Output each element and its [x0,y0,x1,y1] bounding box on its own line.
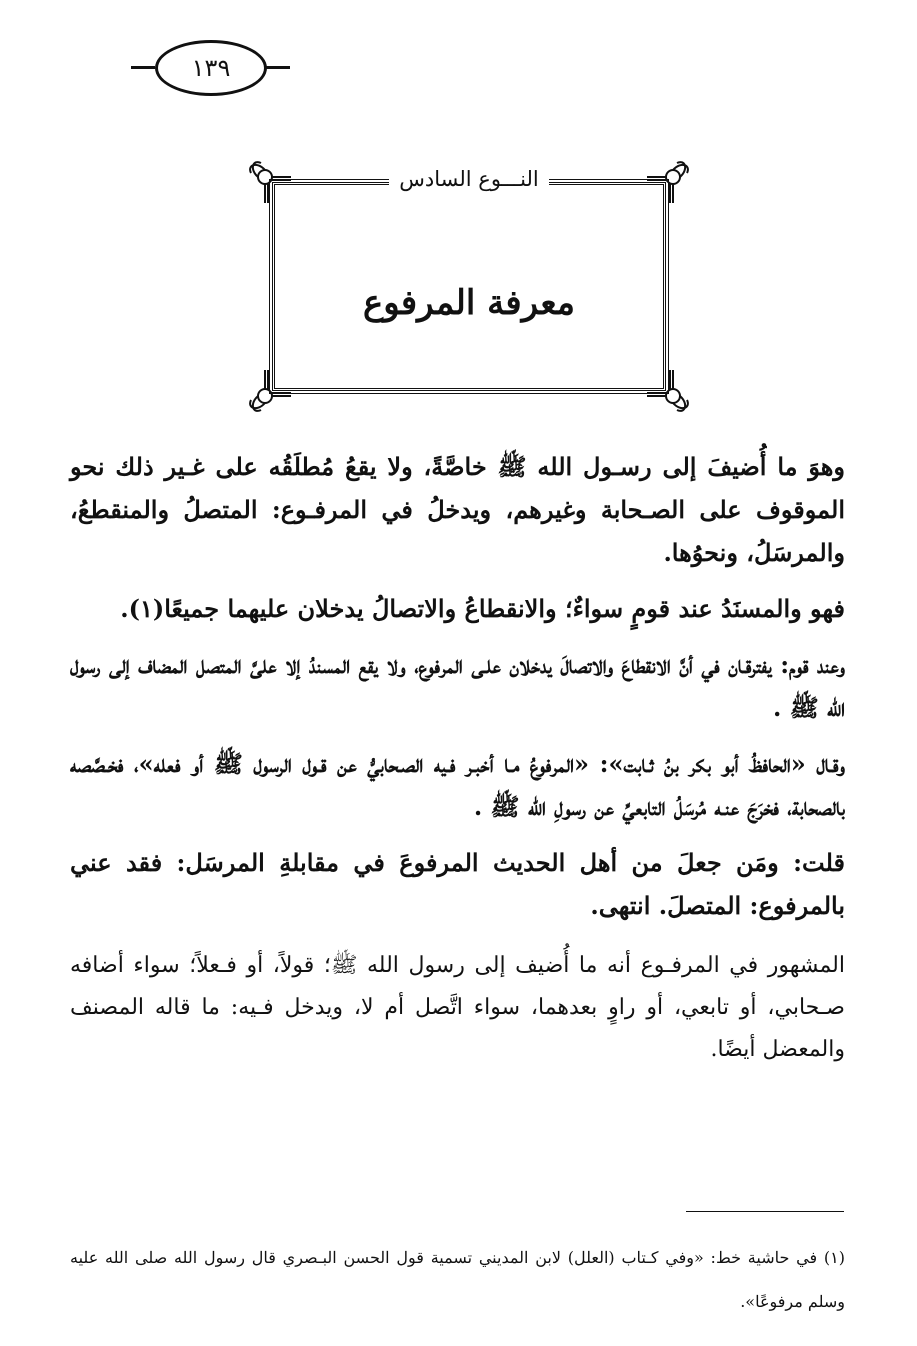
corner-ornament-icon [243,368,293,418]
page-number-badge [155,40,267,96]
corner-ornament-icon [645,368,695,418]
paragraph: وقـال «الحافظُ أبو بكر بنُ ثـابت»: «المرفوعُ مـا أخبـر فـيه الصـحابيُّ عن قـول الرسول ﷺ أو فعله»، فخـصَّصه بالصحابة، فخرَجَ عنـه مُرسَلُ التابعيِّ عن رسولِ الله ﷺ . [70,749,845,821]
main-text [70,445,845,1084]
page-number-rule-right [266,66,290,69]
section-label-text: النـــوع السادس [389,167,548,191]
paragraph: وعند قوم: يفترقـان في أنَّ الانقطاعَ والاتصالَ يدخلان علـى المرفوع، ولا يقع المسندُ إلا علىَّ المتصل المضاف إلى رسول الله ﷺ . [70,650,845,722]
chapter-title: معرفة المرفوع [362,283,576,323]
paragraph: فهو والمسنَدُ عند قومٍ سواءٌ؛ والانقطاعُ والاتصالُ يدخلان عليهما جميعًا(١). [120,594,845,623]
paragraph: قلت: ومَن جعلَ من أهل الحديث المرفوعَ في مقابلةِ المرسَل: فقد عني بالمرفوع: المتصلَ. انتهى. [70,848,845,920]
page-number: ١٣٩ [191,54,231,82]
chapter-heading-frame [243,155,695,418]
section-label [243,167,695,191]
page-number-rule-left [131,66,155,69]
commentary-paragraph: المشهور في المرفـوع أنه ما أُضيف إلى رسول الله ﷺ؛ قولاً، أو فـعلاً؛ سواء أضافه صـحابي، أو تابعي، أو راوٍ بعدهما، سواء اتَّصل أم لا، ويدخل فـيه: ما قاله المصنف والمعضل أيضًا. [70,953,845,1062]
paragraph: وهوَ ما أُضيفَ إلى رسـول الله ﷺ خاصَّةً، ولا يقعُ مُطلَقُه على غـير ذلك نحو الموقوف على الصـحابة وغيرهم، ويدخلُ في المرفـوع: المتصلُ والمنقطعُ، والمرسَلُ، ونحوُها. [70,452,845,567]
footnote-divider [686,1211,844,1212]
footnote: (١) في حاشية خط: «وفي كـتاب (العلل) لابن المديني تسمية قول الحسن البـصري قال رسول الله صلى الله عليه وسلم مرفوعًا». [70,1248,845,1311]
